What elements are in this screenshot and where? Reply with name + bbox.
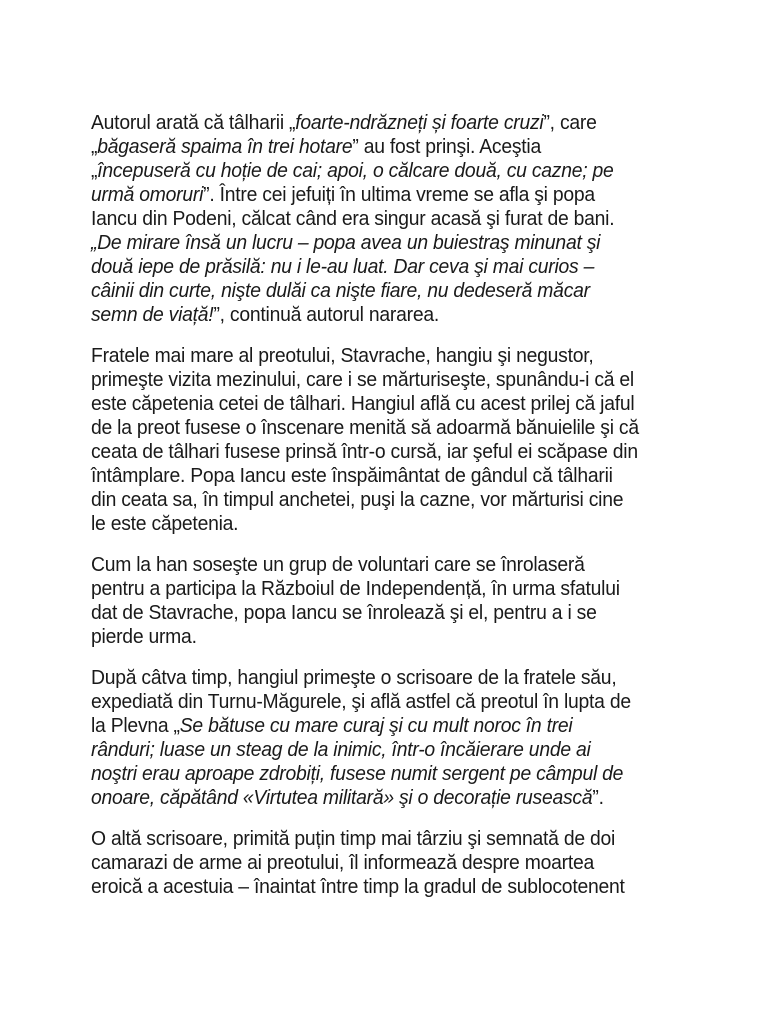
- text-run: întâmplare. Popa Iancu este înspăimântat de gândul că tâlharii: [91, 465, 613, 487]
- text-line: [91, 738, 660, 762]
- text-line: [91, 488, 660, 512]
- text-line: [91, 851, 660, 875]
- text-run: ” au fost prinşi. Aceştia: [352, 136, 541, 158]
- document-page: [91, 111, 691, 916]
- text-run: dat de Stavrache, popa Iancu se înrolează şi el, pentru a i se: [91, 602, 597, 624]
- paragraph: [91, 344, 691, 536]
- text-line: [91, 553, 660, 577]
- text-run: le este căpetenia.: [91, 513, 239, 535]
- text-run: camarazi de arme ai preotului, îl informează despre moartea: [91, 852, 595, 874]
- text-line: [91, 464, 660, 488]
- text-line: [91, 111, 660, 135]
- text-line: [91, 368, 660, 392]
- italic-quote-run: noştri erau aproape zdrobiți, fusese numit sergent pe câmpul de: [91, 763, 624, 785]
- text-run: ”.: [592, 787, 604, 809]
- text-line: [91, 344, 660, 368]
- text-line: [91, 601, 660, 625]
- italic-quote-run: începuseră cu hoție de cai; apoi, o călcare două, cu cazne; pe: [97, 160, 614, 182]
- text-run: „: [91, 136, 98, 158]
- italic-quote-run: foarte-ndrăzneți și foarte cruzi: [295, 112, 544, 134]
- text-line: [91, 416, 660, 440]
- italic-quote-run: băgaseră spaima în trei hotare: [97, 136, 353, 158]
- text-line: [91, 625, 660, 649]
- italic-quote-run: onoare, căpătând «Virtutea militară» şi o decorație rusească: [91, 787, 593, 809]
- text-run: pierde urma.: [91, 626, 197, 648]
- italic-quote-run: două iepe de prăsilă: nu i le-au luat. Dar ceva şi mai curios –: [91, 256, 595, 278]
- text-run: eroică a acestuia – înaintat între timp la gradul de sublocotenent: [91, 876, 625, 898]
- text-run: ”. Între cei jefuiți în ultima vreme se afla şi popa: [203, 184, 595, 206]
- text-run: pentru a participa la Războiul de Independență, în urma sfatului: [91, 578, 620, 600]
- text-line: [91, 577, 660, 601]
- paragraph: [91, 553, 691, 649]
- italic-quote-run: „De mirare însă un lucru – popa avea un buiestraş minunat şi: [91, 232, 601, 254]
- text-line: [91, 875, 660, 899]
- text-line: [91, 255, 660, 279]
- paragraph: [91, 827, 691, 899]
- text-run: primeşte vizita mezinului, care i se mărturiseşte, spunându-i că el: [91, 369, 634, 391]
- text-line: [91, 512, 660, 536]
- text-run: Fratele mai mare al preotului, Stavrache, hangiu şi negustor,: [91, 345, 594, 367]
- text-line: [91, 714, 660, 738]
- text-run: „: [91, 160, 98, 182]
- text-run: Iancu din Podeni, călcat când era singur acasă şi furat de bani.: [91, 208, 615, 230]
- text-line: [91, 440, 660, 464]
- text-run: După câtva timp, hangiul primeşte o scrisoare de la fratele său,: [91, 667, 617, 689]
- italic-quote-run: semn de viață!: [91, 304, 214, 326]
- text-line: [91, 392, 660, 416]
- text-run: ceata de tâlhari fusese prinsă într-o cursă, iar şeful ei scăpase din: [91, 441, 638, 463]
- italic-quote-run: câinii din curte, nişte dulăi ca nişte fiare, nu dedeseră măcar: [91, 280, 590, 302]
- italic-quote-run: Se bătuse cu mare curaj şi cu mult noroc în trei: [179, 715, 573, 737]
- text-run: ”, care: [543, 112, 597, 134]
- paragraph: [91, 111, 691, 327]
- text-run: O altă scrisoare, primită puțin timp mai târziu şi semnată de doi: [91, 828, 616, 850]
- text-line: [91, 135, 660, 159]
- italic-quote-run: urmă omoruri: [91, 184, 204, 206]
- text-line: [91, 786, 660, 810]
- text-run: Autorul arată că tâlharii „: [91, 112, 296, 134]
- text-run: la Plevna „: [91, 715, 180, 737]
- text-line: [91, 183, 660, 207]
- text-line: [91, 207, 660, 231]
- text-run: expediată din Turnu-Măgurele, şi află astfel că preotul în lupta de: [91, 691, 631, 713]
- text-line: [91, 303, 660, 327]
- text-run: Cum la han soseşte un grup de voluntari care se înrolaseră: [91, 554, 585, 576]
- text-run: din ceata sa, în timpul anchetei, puşi la cazne, vor mărturisi cine: [91, 489, 624, 511]
- paragraph: [91, 666, 691, 810]
- text-line: [91, 762, 660, 786]
- text-run: de la preot fusese o înscenare menită să adoarmă bănuielile şi că: [91, 417, 639, 439]
- text-line: [91, 690, 660, 714]
- text-run: ”, continuă autorul nararea.: [213, 304, 439, 326]
- text-line: [91, 666, 660, 690]
- text-run: este căpetenia cetei de tâlhari. Hangiul află cu acest prilej că jaful: [91, 393, 635, 415]
- text-line: [91, 279, 660, 303]
- text-line: [91, 827, 660, 851]
- text-line: [91, 159, 660, 183]
- text-line: [91, 231, 660, 255]
- italic-quote-run: rânduri; luase un steag de la inimic, într-o încăierare unde ai: [91, 739, 591, 761]
